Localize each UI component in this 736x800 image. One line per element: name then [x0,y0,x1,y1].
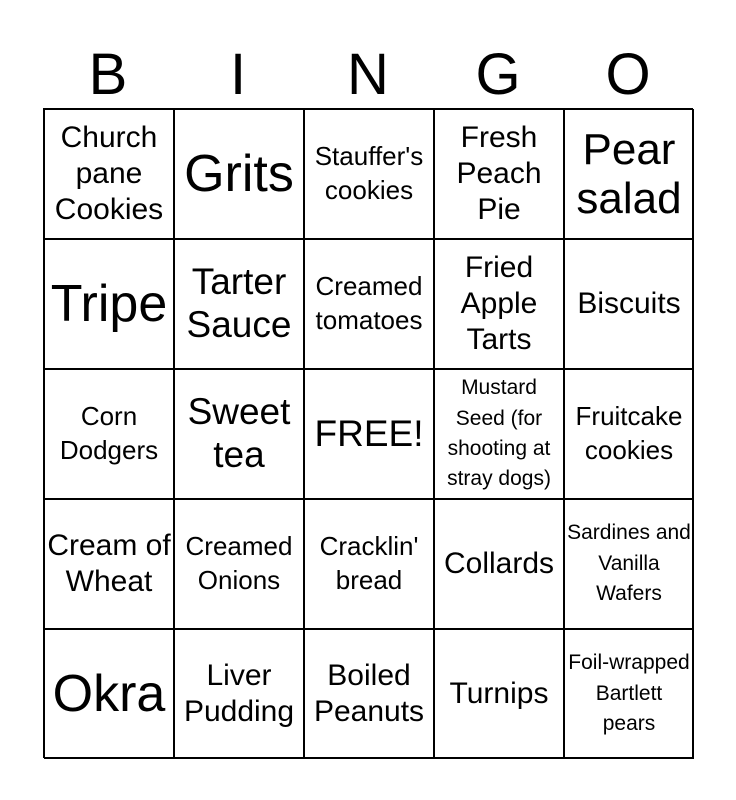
free-space[interactable] [304,369,434,499]
cell-text: Okra [52,664,166,723]
bingo-cell[interactable] [174,499,304,629]
bingo-cell[interactable] [304,499,434,629]
bingo-cell[interactable] [434,629,564,759]
bingo-cell[interactable] [564,369,694,499]
bingo-cell[interactable] [174,239,304,369]
cell-text: Foil-wrapped Bartlett pears [568,651,690,736]
bingo-cell[interactable] [434,369,564,499]
cell-text: Biscuits [577,287,681,320]
cell-text: Creamed tomatoes [315,271,423,335]
cell-text: Stauffer's cookies [314,141,424,205]
cell-text: Turnips [449,677,549,710]
cell-text: Sweet tea [187,391,291,475]
cell-text: Grits [184,144,294,203]
bingo-cell[interactable] [434,499,564,629]
bingo-cell[interactable] [564,629,694,759]
cell-text: Pear salad [576,124,682,223]
bingo-cell[interactable] [564,109,694,239]
header-letter-n: N [347,42,389,107]
bingo-cell[interactable] [174,369,304,499]
cell-text: Tarter Sauce [186,261,292,345]
bingo-cell[interactable] [44,629,174,759]
cell-text: Fruitcake cookies [575,401,683,465]
bingo-board [43,108,693,758]
bingo-cell[interactable] [304,629,434,759]
cell-text: FREE! [314,412,424,454]
cell-text: Fried Apple Tarts [460,251,538,356]
cell-text: Collards [443,547,555,580]
bingo-cell[interactable] [434,109,564,239]
bingo-cell[interactable] [434,239,564,369]
bingo-header [43,42,693,108]
bingo-cell[interactable] [304,239,434,369]
bingo-cell[interactable] [44,109,174,239]
bingo-cell[interactable] [44,369,174,499]
cell-text: Mustard Seed (for shooting at stray dogs) [447,376,551,491]
cell-text: Tripe [50,274,168,333]
header-letter-b: B [88,42,128,107]
header-letter-i: I [229,42,247,107]
bingo-cell[interactable] [44,499,174,629]
cell-text: Liver Pudding [183,659,295,728]
header-letter-g: G [475,42,521,107]
cell-text: Cream of Wheat [47,529,171,598]
cell-text: Corn Dodgers [59,401,159,465]
bingo-cell[interactable] [174,629,304,759]
cell-text: Creamed Onions [185,531,293,595]
cell-text: Boiled Peanuts [313,659,425,728]
cell-text: Fresh Peach Pie [456,121,542,226]
cell-text: Church pane Cookies [54,121,164,226]
cell-text: Cracklin' bread [319,531,419,595]
bingo-cell[interactable] [44,239,174,369]
cell-text: Sardines and Vanilla Wafers [567,521,691,606]
bingo-cell[interactable] [304,109,434,239]
bingo-cell[interactable] [174,109,304,239]
bingo-cell[interactable] [564,499,694,629]
bingo-cell[interactable] [564,239,694,369]
header-letter-o: O [605,42,651,107]
